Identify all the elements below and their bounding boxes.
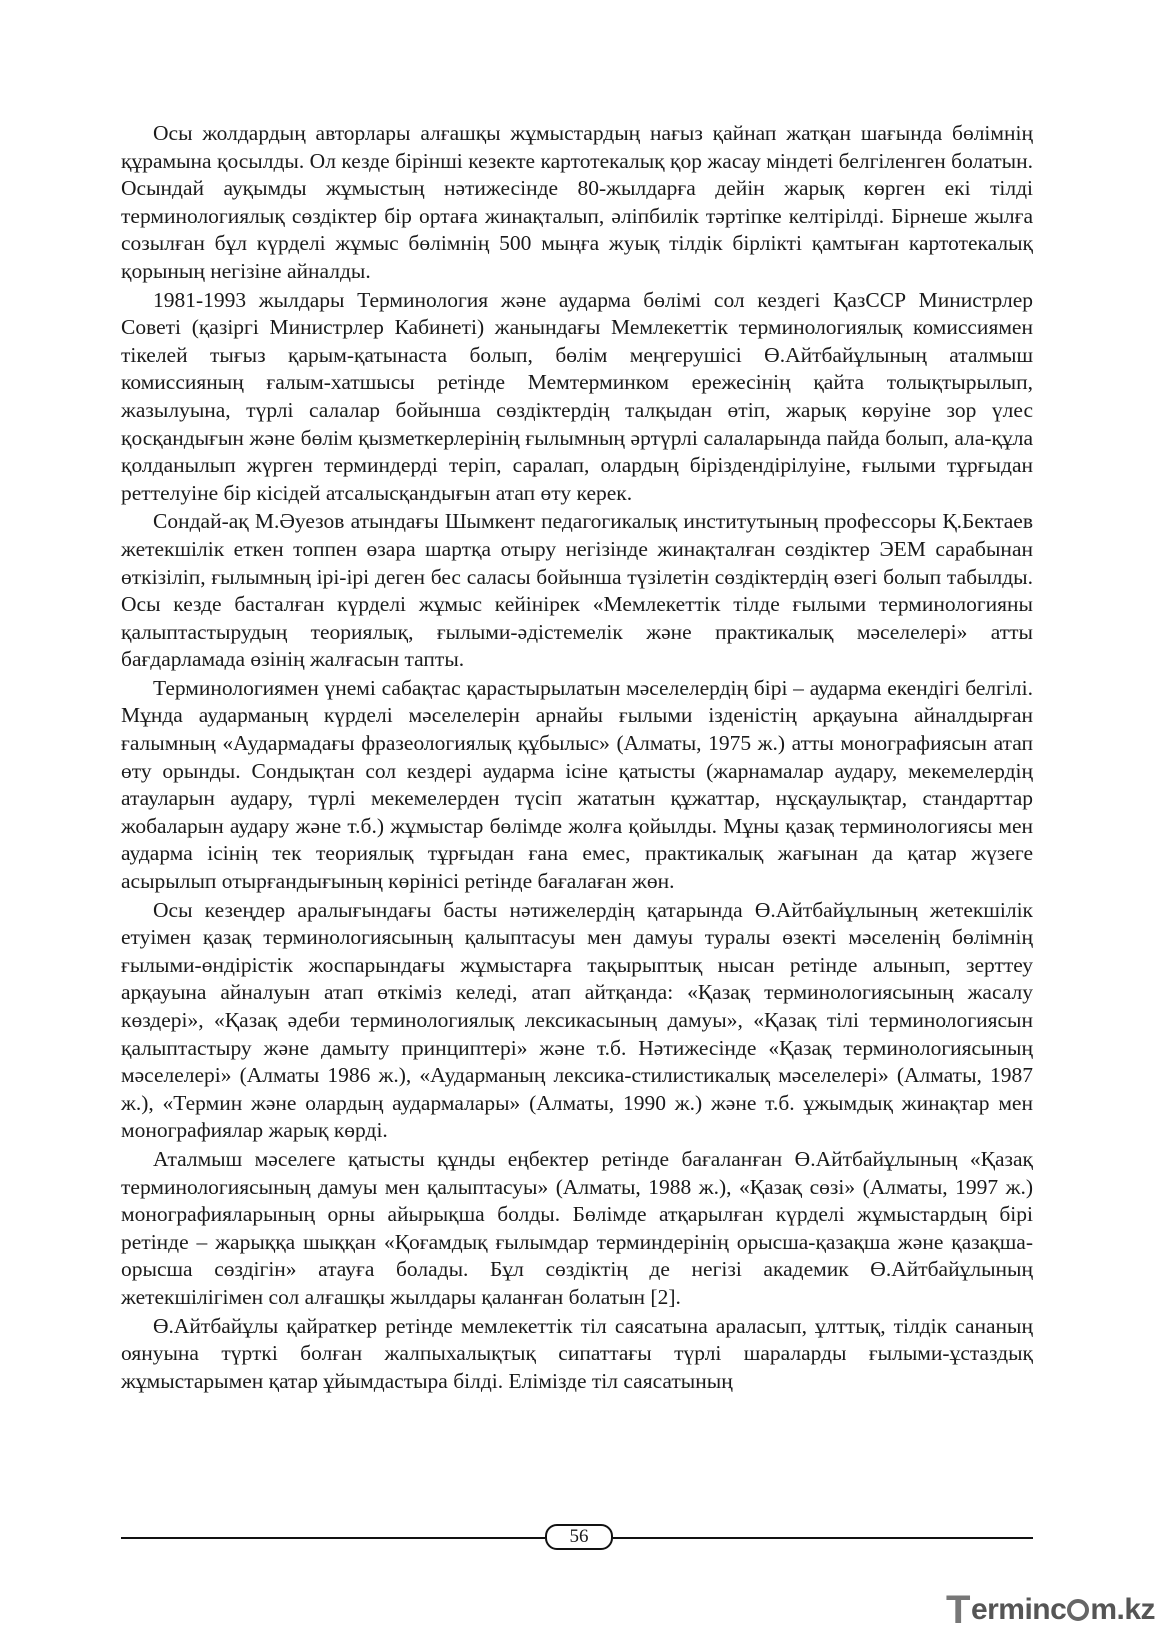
page-number: 56 <box>545 1524 613 1550</box>
paragraph: Аталмыш мәселеге қатысты құнды еңбектер ретінде бағаланған Ө.Айтбайұлының «Қазақ терминологиясының дамуы мен қалыптасуы» (Алматы, 1988 ж.), «Қазақ сөзі» (Алматы, 1997 ж.) монографияларының орны айырықша болды. Бөлімде атқарылған күрделі жұмыстардың бірі ретінде – жарыққа шыққан «Қоғамдық ғылымдар терминдерінің орысша-қазақша және қазақша-орысша сөздігін» атауға болады. Бұл сөздіктің де негізі академик Ө.Айтбайұлының жетекшілігімен сол алғашқы жылдары қаланған болатын [2]. <box>121 1146 1033 1309</box>
magnifier-o-icon <box>1067 1599 1089 1621</box>
footer-rule-right <box>613 1537 1033 1539</box>
paragraph: Осы жолдардың авторлары алғашқы жұмыстардың нағыз қайнап жатқан шағында бөлімнің құрамына қосылды. Ол кезде бірінші кезекте картотекалық қор жасау міндеті белгіленген болатын. Осындай ауқымды жұмыстың нәтижесінде 80-жылдарға дейін жарық көрген екі тілді терминологиялық сөздіктер бір ортаға жинақталып, әліпбилік тәртіпке келтірілді. Бірнеше жылға созылған бұл күрделі жұмыс бөлімнің 500 мыңға жуық тілдік бірлікті қамтыған картотекалық қорының негізіне айналды. <box>121 121 1033 283</box>
paragraph: Ө.Айтбайұлы қайраткер ретінде мемлекеттік тіл саясатына араласып, ұлттық, тілдік сананың оянуына түрткі болған жалпыхалықтық сипаттағы түрлі шараларды ғылыми-ұстаздық жұмыстарымен қатар ұйымдастыра білді. Елімізде тіл саясатының <box>121 1313 1033 1393</box>
paragraph: Сондай-ақ М.Әуезов атындағы Шымкент педагогикалық институтының профессоры Қ.Бектаев жетекшілік еткен топпен өзара шартқа отыру негізінде жинақталған сөздіктер ЭЕМ сарабынан өткізіліп, ғылымның ірі-ірі деген бес саласы бойынша түзілетін сөздіктердің өзегі болып табылды. Осы кезде басталған күрделі жұмыс кейінірек «Мемлекеттік тілде ғылыми терминологияны қалыптастырудың теориялық, ғылыми-әдістемелік және практикалық мәселелері» атты бағдарламада өзінің жалғасын тапты. <box>121 509 1033 672</box>
paragraph: Осы кезеңдер аралығындағы басты нәтижелердің қатарында Ө.Айтбайұлының жетекшілік етуімен қазақ терминологиясының қалыптасуы мен дамуы туралы өзекті мәселенің бөлімнің ғылыми-өндірістік жоспарындағы жұмыстарға тақырыптық нысан ретінде алынып, зерттеу арқауына айналуын атап өткіміз келеді, атап айтқанда: «Қазақ терминологиясының жасалу көздері», «Қазақ әдеби терминологиялық лексикасының дамуы», «Қазақ тілі терминологиясын қалыптастыру және дамыту принциптері» және т.б. Нәтижесінде «Қазақ терминологиясының мәселелері» (Алматы 1986 ж.), «Аударманың лексика-стилистикалық мәселелері» (Алматы, 1987 ж.), «Термин және олардың аудармалары» (Алматы, 1990 ж.) және т.б. ұжымдық жинақтар мен монографиялар жарық көрді. <box>121 897 1033 1143</box>
paragraph: 1981-1993 жылдары Терминология және аударма бөлімі сол кездегі ҚазССР Министрлер Советі (қазіргі Министрлер Кабинеті) жанындағы Мемлекеттік терминологиялық комиссиямен тікелей тығыз қарым-қатынаста болып, бөлім меңгерушісі Ө.Айтбайұлының аталмыш комиссияның ғалым-хатшысы ретінде Мемтерминком ережесінің қайта толықтырылып, жазылуына, түрлі салалар бойынша сөздіктердің талқыдан өтіп, жарық көруіне зор үлес қосқандығын және бөлім қызметкерлерінің ғылымның әртүрлі салаларында пайда болып, ала-құла қолданылып жүрген терминдерді теріп, саралап, олардың біріздендірілуіне, ғылыми тұрғыдан реттелуіне бір кісідей атсалысқандығын атап өту керек. <box>121 287 1033 505</box>
body-text <box>121 120 1033 1396</box>
termincom-logo: T erminc m.kz <box>946 1587 1156 1632</box>
paragraph: Терминологиямен үнемі сабақтас қарастырылатын мәселелердің бірі – аударма екендігі белгілі. Мұнда аударманың күрделі мәселелерін арнайы ғылыми ізденістің арқауына айналдырған ғалымның «Аудармадағы фразеологиялық құбылыс» (Алматы, 1975 ж.) атты монографиясын атап өту орынды. Сондықтан сол кездері аударма ісіне қатысты (жарнамалар аудару, мекемелердің атауларын аудару, түрлі мекемелерден түсіп жататын құжаттар, нұсқаулықтар, стандарттар жобаларын аудару және т.б.) жұмыстар бөлімде жолға қойылды. Мұны қазақ терминологиясы мен аударма ісінің тек теориялық тұрғыдан ғана емес, практикалық жағынан да қатар жүзеге асырылып отырғандығының көрінісі ретінде бағалаған жөн. <box>121 675 1033 894</box>
footer-rule-left <box>121 1537 545 1539</box>
